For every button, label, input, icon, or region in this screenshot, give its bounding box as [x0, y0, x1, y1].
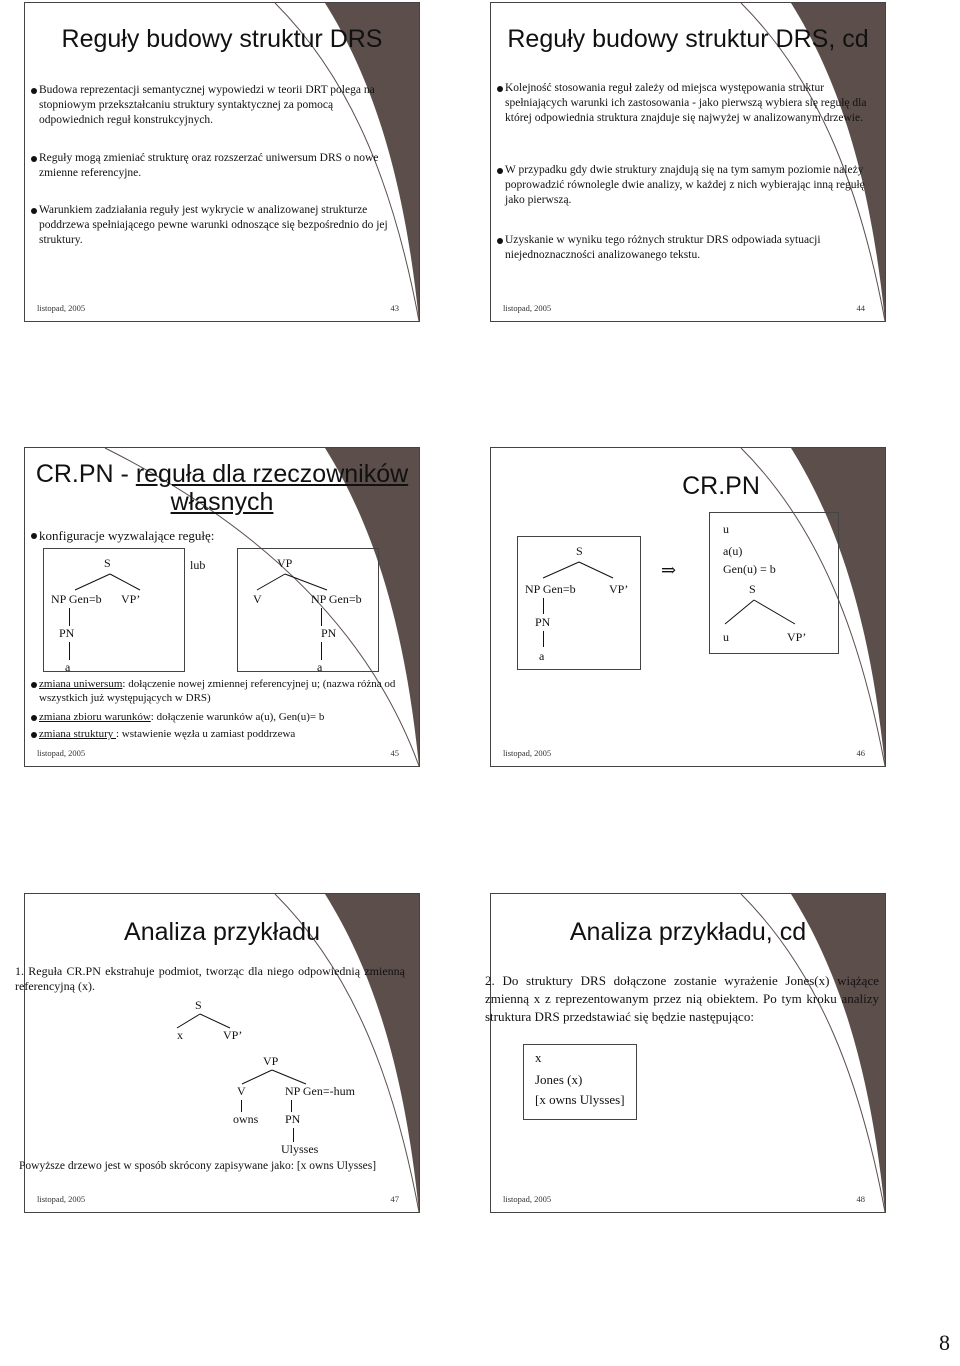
node-ulysses: Ulysses: [281, 1142, 319, 1156]
node-pn: PN: [285, 1112, 301, 1126]
page-number: 8: [939, 1330, 950, 1355]
footer-date: listopad, 2005: [503, 748, 552, 758]
tree-edges: [65, 572, 185, 594]
slide-45: [24, 447, 420, 767]
node-vp: VP’: [121, 592, 141, 606]
slide-title: CR.PN - reguła dla rzeczowników własnych: [35, 460, 409, 516]
summary-text: Powyższe drzewo jest w sposób skrócony zapisywane jako: [x owns Ulysses]: [19, 1160, 377, 1172]
node-x: x: [177, 1028, 183, 1042]
node-vp: VP’: [609, 582, 629, 596]
lub-label: lub: [190, 558, 206, 572]
footer-date: listopad, 2005: [503, 303, 552, 313]
node-pn: PN: [321, 626, 337, 640]
node-s: S: [576, 544, 583, 558]
bullet-2: Reguły mogą zmieniać strukturę oraz rozszerzać uniwersum DRS o nowe zmienne referencyjne.: [39, 151, 401, 181]
tree-edges: [247, 572, 367, 594]
node-a: a: [317, 660, 323, 674]
node-v: V: [253, 592, 262, 606]
slide-43: [24, 2, 420, 322]
slide-44: [490, 2, 886, 322]
node-s: S: [104, 556, 111, 570]
node-s: S: [749, 582, 756, 596]
arrow-icon: ⇒: [661, 560, 677, 580]
node-owns: owns: [233, 1112, 259, 1126]
node-a: a: [65, 660, 71, 674]
node-pn: PN: [535, 615, 551, 629]
bullet-1: Kolejność stosowania reguł zależy od miejsca występowania struktur spełniających warunki ich zastosowania - jako pierwszą wybiera się regułę dla której odpowiednia struktura znajduje się najwyżej w analizowanym drzewie.: [505, 81, 873, 126]
cond-gen: Gen(u) = b: [723, 562, 776, 576]
slide-number: 46: [856, 748, 865, 758]
tree-edges: [717, 598, 837, 628]
slide-48: [485, 893, 886, 1213]
node-pn: PN: [59, 626, 75, 640]
node-s: S: [195, 998, 202, 1012]
node-vp: VP: [277, 556, 293, 570]
slide-number: 48: [856, 1194, 865, 1204]
bullet-3: Warunkiem zadziałania reguły jest wykrycie w analizowanej strukturze poddrzewa spełniającego pewne warunki odnoszące się bezpośrednio do jej struktury.: [39, 203, 401, 248]
slide-title: Analiza przykładu, cd: [569, 918, 807, 946]
tree-edges: [531, 560, 641, 582]
slide-number: 45: [390, 748, 399, 758]
footer-date: listopad, 2005: [37, 303, 86, 313]
node-np: NP Gen=b: [311, 592, 362, 606]
tree-box-2: [237, 548, 379, 672]
node-vp-prime: VP’: [223, 1028, 243, 1042]
node-v: V: [237, 1084, 246, 1098]
bullet-3: Uzyskanie w wyniku tego różnych struktur DRS odpowiada sytuacji niejednoznaczności analizowanego tekstu.: [505, 233, 873, 263]
footer-date: listopad, 2005: [37, 1194, 86, 1204]
bullet-universe: zmiana uniwersum: dołączenie nowej zmiennej referencyjnej u; (nazwa różna od wszystkich już występujących w DRS): [39, 677, 409, 705]
node-u: u: [723, 630, 729, 644]
footer-date: listopad, 2005: [503, 1194, 552, 1204]
bullet-structure: zmiana struktury : wstawienie węzła u zamiast poddrzewa: [39, 727, 409, 741]
node-np: NP Gen=b: [51, 592, 102, 606]
node-np: NP Gen=b: [525, 582, 576, 596]
slide-number: 47: [390, 1194, 399, 1204]
slide-46: [490, 447, 886, 767]
node-np: NP Gen=-hum: [285, 1084, 355, 1098]
var-u: u: [723, 522, 729, 536]
slide-title: Analiza przykładu: [124, 918, 320, 946]
node-vp: VP: [263, 1054, 279, 1068]
cond-au: a(u): [723, 544, 743, 558]
footer-date: listopad, 2005: [37, 748, 86, 758]
slide-47: [15, 893, 420, 1213]
intro-bullet: konfiguracje wyzwalające regułę:: [39, 528, 399, 543]
drs-cond-jones: Jones (x): [535, 1072, 583, 1087]
slide-number: 43: [390, 303, 399, 313]
bullet-2: W przypadku gdy dwie struktury znajdują się na tym samym poziomie należy poprowadzić równolegle dwie analizy, w każdej z nich wybierając inną regułę jako pierwszą.: [505, 163, 873, 208]
bullet-conditions: zmiana zbioru warunków: dołączenie warunków a(u), Gen(u)= b: [39, 710, 409, 724]
slide-number: 44: [856, 303, 865, 313]
tree-box-1: [43, 548, 185, 672]
bullet-1: Budowa reprezentacji semantycznej wypowiedzi w teorii DRT polega na stopniowym przekształcaniu struktury syntaktycznej za pomocą odpowiednich reguł konstrukcyjnych.: [39, 83, 401, 128]
node-vp: VP’: [787, 630, 807, 644]
drs-var-x: x: [535, 1050, 542, 1065]
drs-cond-owns: [x owns Ulysses]: [535, 1092, 625, 1107]
slide-title: Reguły budowy struktur DRS, cd: [507, 25, 869, 53]
slide-title: Reguły budowy struktur DRS: [61, 25, 383, 53]
slide-title: CR.PN: [682, 472, 760, 500]
node-a: a: [539, 649, 545, 663]
step-2-text: 2. Do struktury DRS dołączone zostanie wyrażenie Jones(x) wiążące zmienną x z reprezentowanym przez nią obiektem. Po tym kroku analizy struktura DRS przedstawiać się będzie następująco:: [485, 973, 879, 1024]
step-1-text: 1. Reguła CR.PN ekstrahuje podmiot, tworząc dla niego odpowiednią zmienną referencyjną (x).: [15, 964, 405, 993]
